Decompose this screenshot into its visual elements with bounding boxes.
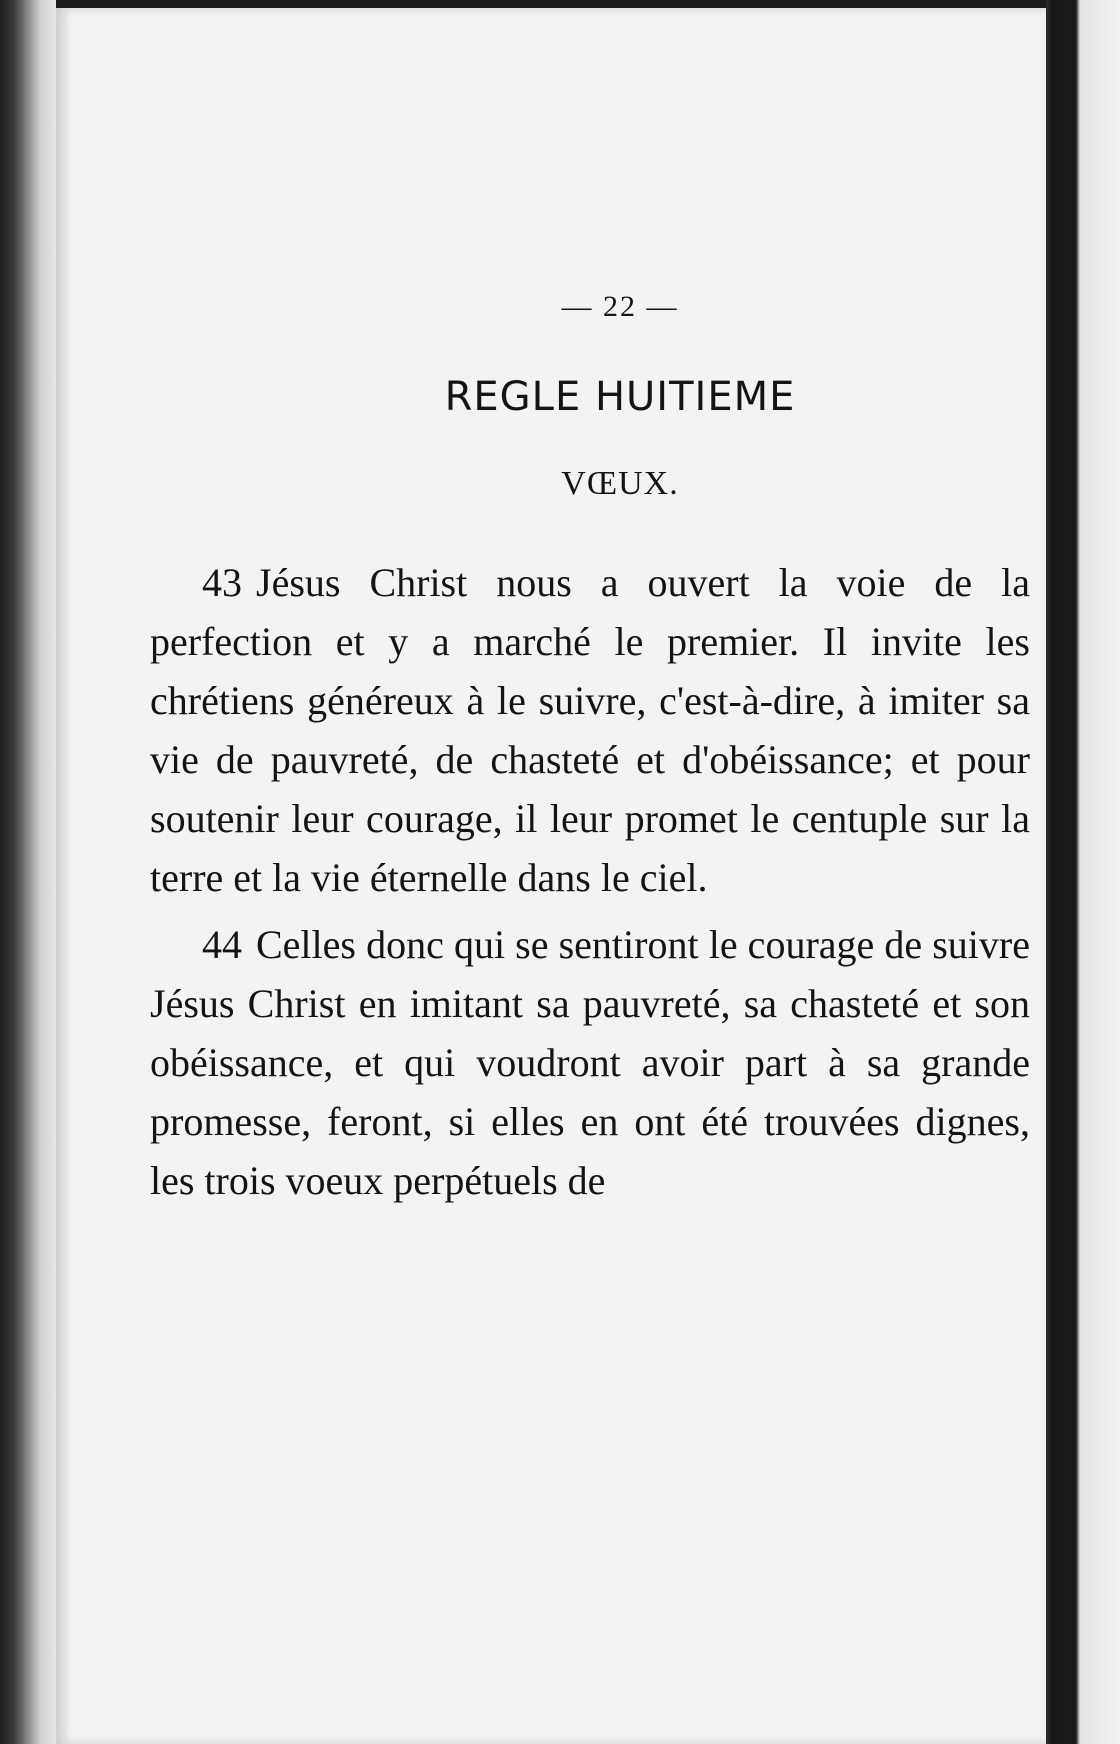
paragraph-44 — [150, 915, 1030, 1210]
page-right-edge — [1046, 0, 1120, 1744]
paragraph-number: 43 — [202, 560, 242, 605]
scan-top-border — [0, 0, 1120, 8]
page-number: — 22 — — [561, 290, 679, 323]
paragraph-number: 44 — [202, 922, 242, 967]
rule-title: REGLE HUITIEME — [444, 374, 796, 420]
paragraph-text: Celles donc qui se sentiront le courage de suivre Jésus Christ en imitant sa pauvreté, sa chasteté et son obéissance, et qui voudront avoir part à sa grande promesse, feront, si elles en ont été trouvées dignes, les trois voeux perpétuels de — [150, 922, 1030, 1203]
section-title: VŒUX. — [561, 465, 679, 502]
paragraph-43 — [150, 553, 1030, 907]
paragraph-text: Jésus Christ nous a ouvert la voie de la perfection et y a marché le premier. Il invite les chrétiens généreux à le suivre, c'est-à-dire, à imiter sa vie de pauvreté, de chasteté et d'obéissance; et pour soutenir leur courage, il leur promet le centuple sur la terre et la vie éternelle dans le ciel. — [150, 560, 1030, 900]
page-content — [150, 290, 1030, 1218]
book-spine — [0, 0, 56, 1744]
